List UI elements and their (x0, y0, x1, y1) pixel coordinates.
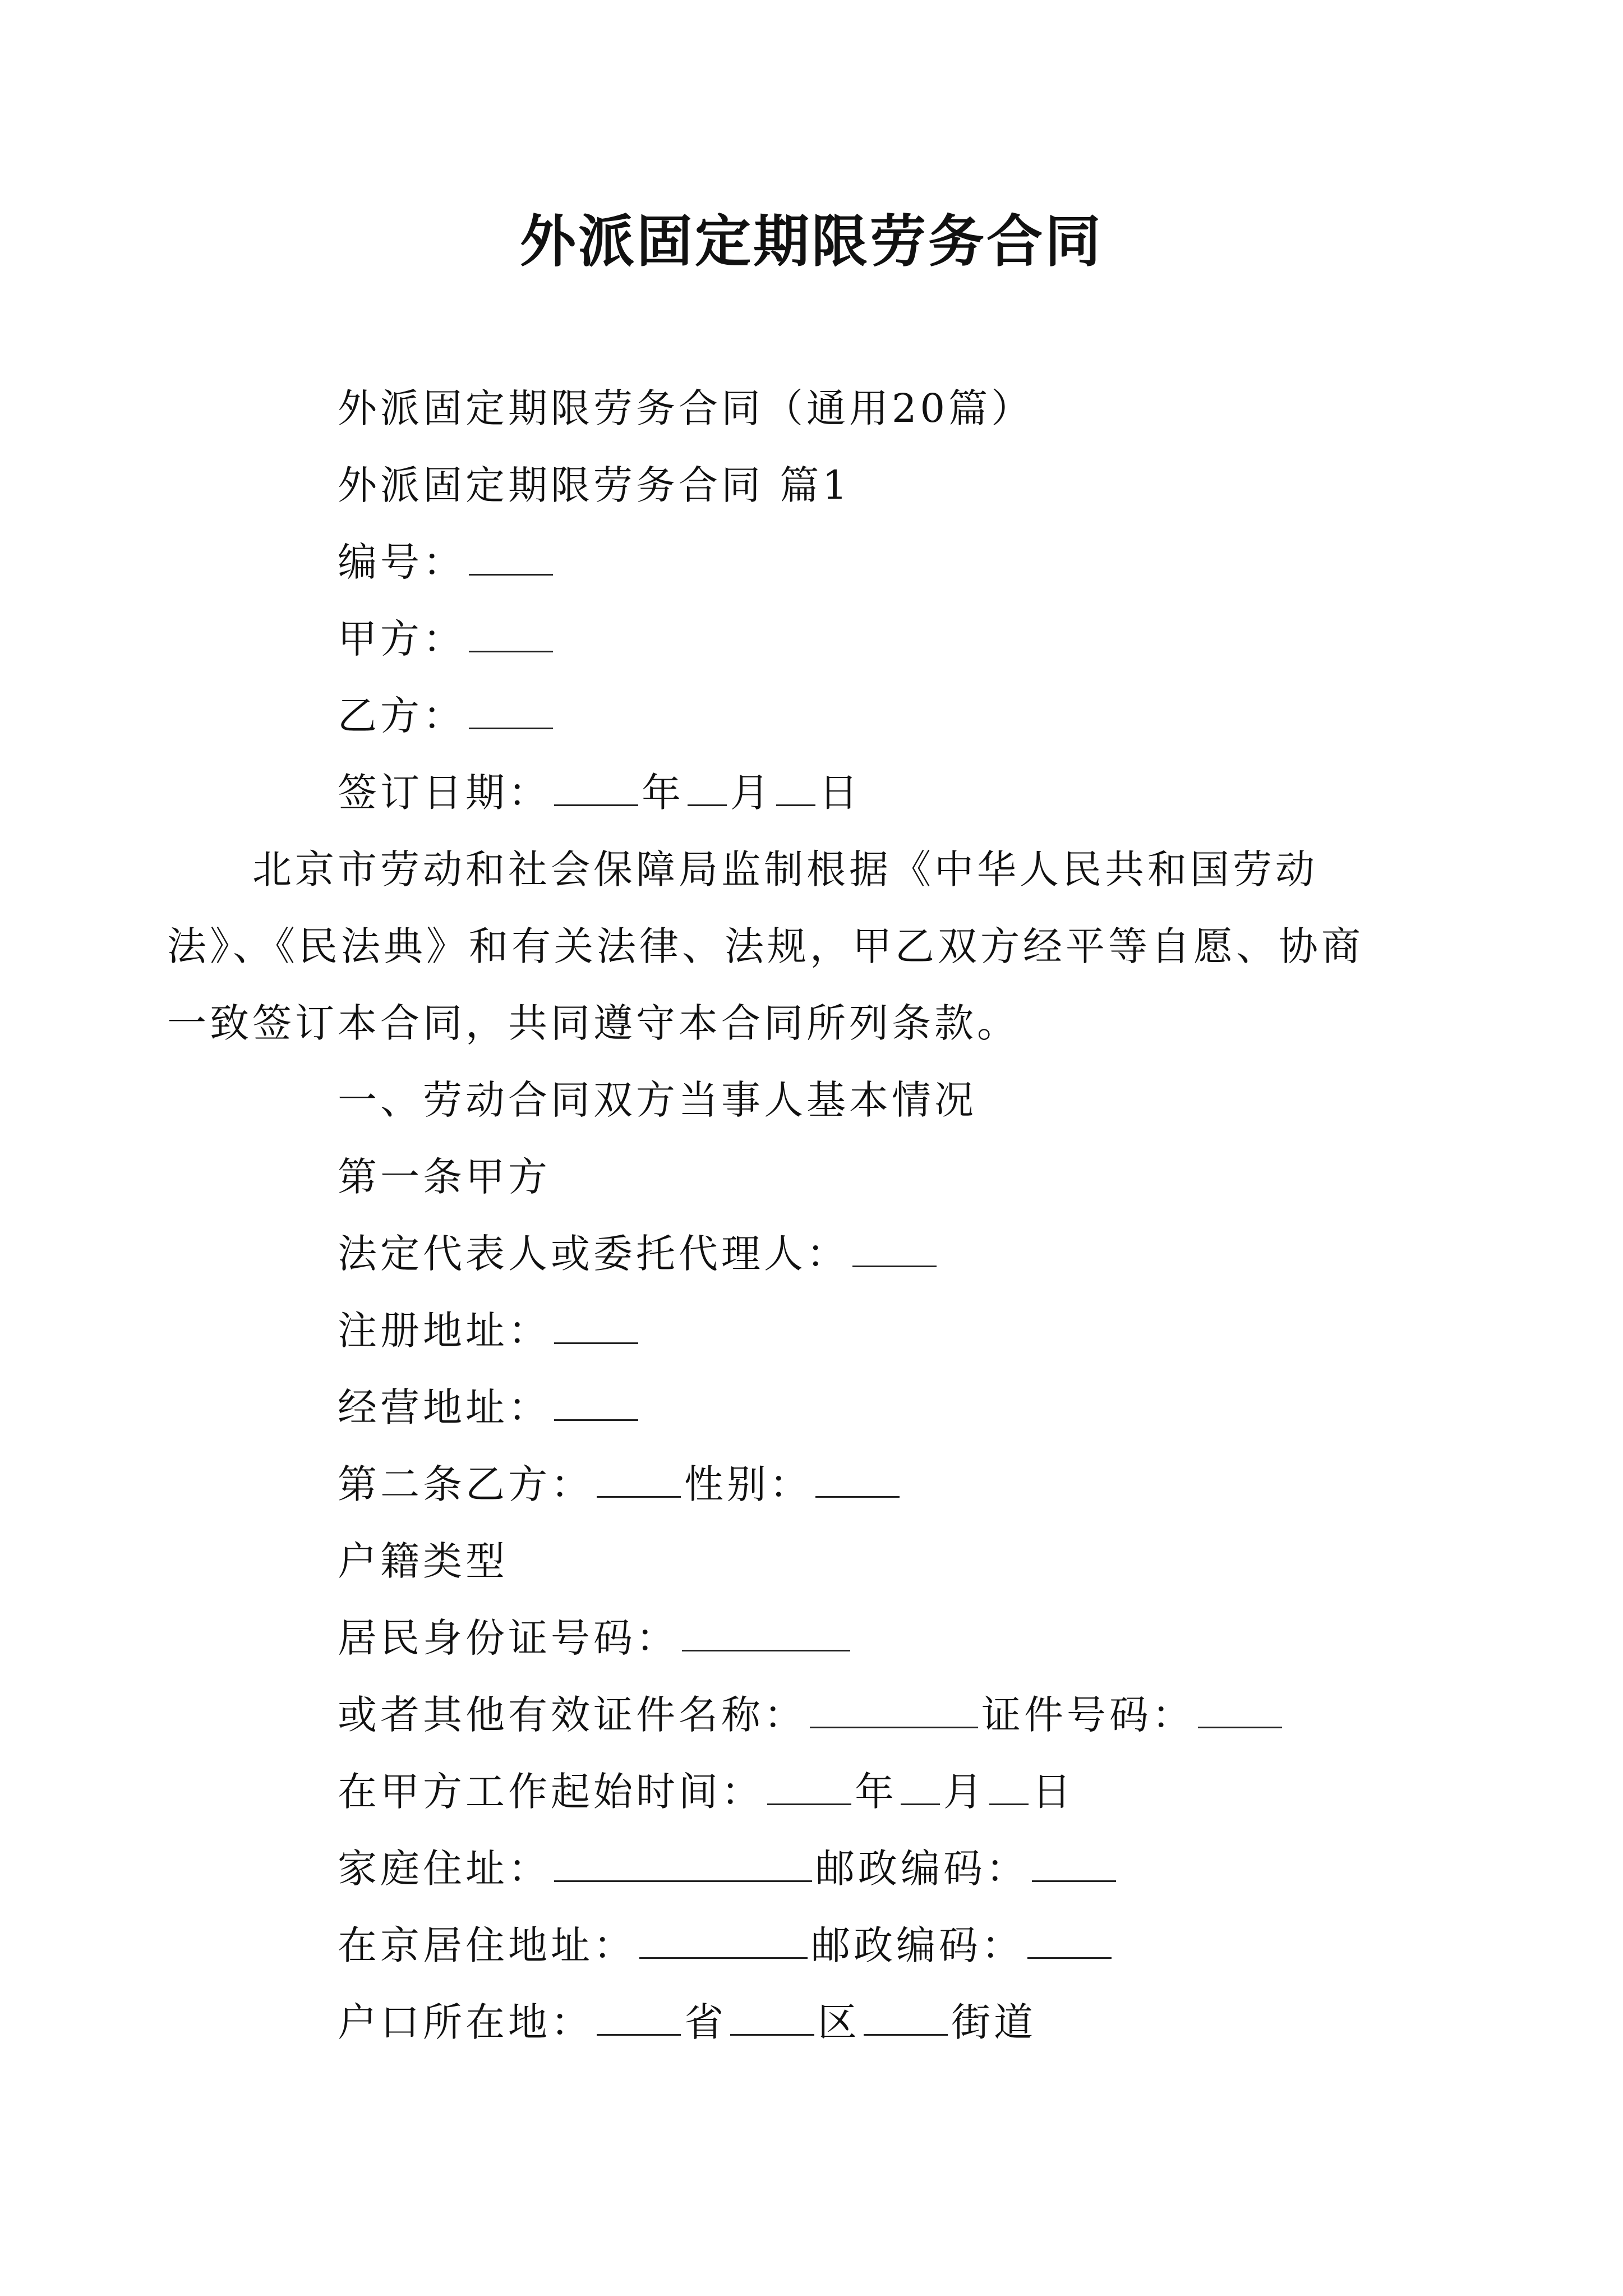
party-b-name-blank (597, 1464, 681, 1498)
sign-date-label: 签订日期： (338, 770, 551, 816)
street-label: 街道 (951, 1999, 1036, 2045)
section-one-heading: 一、劳动合同双方当事人基本情况 (338, 1077, 977, 1123)
start-year-label: 年 (855, 1769, 897, 1815)
start-month-label: 月 (943, 1769, 986, 1815)
beijing-address-label: 在京居住地址： (338, 1922, 636, 1968)
beijing-address-field (252, 1907, 1396, 1984)
start-time-label: 在甲方工作起始时间： (338, 1769, 764, 1815)
business-address-blank (554, 1387, 638, 1421)
sign-day-blank (776, 772, 815, 806)
party-b-blank (469, 695, 553, 729)
home-address-label: 家庭住址： (338, 1846, 551, 1892)
party-b-field (252, 678, 1396, 754)
party-a-blank (469, 618, 553, 652)
article-two-label: 第二条乙方： (338, 1461, 593, 1507)
article-one-heading: 第一条甲方 (338, 1154, 551, 1200)
party-a-label: 甲方： (338, 616, 465, 662)
sign-year-blank (554, 772, 638, 806)
sign-month-blank (688, 772, 727, 806)
other-id-blank (810, 1694, 978, 1728)
part-heading: 外派固定期限劳务合同 篇1 (338, 462, 851, 508)
sign-date-field (252, 754, 1396, 831)
document-body (167, 370, 1396, 2061)
beijing-postcode-blank (1027, 1925, 1112, 1959)
article-two-field (252, 1446, 1396, 1523)
start-day-blank (989, 1771, 1029, 1805)
month-label: 月 (730, 770, 773, 816)
hukou-label: 户口所在地： (338, 1999, 593, 2045)
street-blank (864, 2001, 948, 2036)
day-label: 日 (819, 770, 861, 816)
gender-label: 性别： (684, 1461, 812, 1507)
start-month-blank (901, 1771, 940, 1805)
cert-number-blank (1198, 1694, 1282, 1728)
number-label: 编号： (338, 539, 465, 585)
other-id-field (252, 1677, 1396, 1754)
registered-address-blank (554, 1310, 638, 1344)
home-address-blank (554, 1848, 812, 1882)
registered-address-label: 注册地址： (338, 1308, 551, 1354)
hukou-field (252, 1984, 1396, 2061)
start-year-blank (767, 1771, 851, 1805)
district-label: 区 (818, 1999, 860, 2045)
legal-rep-label: 法定代表人或委托代理人： (338, 1231, 849, 1277)
document-title: 外派固定期限劳务合同 (520, 208, 1103, 274)
beijing-address-blank (639, 1925, 808, 1959)
id-number-blank (682, 1617, 850, 1651)
registered-address-field (252, 1292, 1396, 1369)
party-b-label: 乙方： (338, 693, 465, 739)
intro-paragraph: 北京市劳动和社会保障局监制根据《中华人民共和国劳动法》、《民法典》和有关法律、法规，甲乙双方经平等自愿、协商一致签订本合同，共同遵守本合同所列条款。 (167, 846, 1364, 1046)
legal-rep-blank (852, 1233, 937, 1267)
province-label: 省 (684, 1999, 727, 2045)
subtitle-line: 外派固定期限劳务合同（通用20篇） (338, 385, 1034, 431)
year-label: 年 (642, 770, 684, 816)
home-address-field (252, 1830, 1396, 1907)
business-address-field (252, 1369, 1396, 1446)
number-field (252, 524, 1396, 601)
province-blank (597, 2001, 681, 2036)
legal-rep-field (252, 1216, 1396, 1292)
other-id-label: 或者其他有效证件名称： (338, 1692, 806, 1738)
id-number-field (252, 1600, 1396, 1677)
start-time-field (252, 1754, 1396, 1830)
district-blank (730, 2001, 814, 2036)
cert-number-label: 证件号码： (981, 1692, 1195, 1738)
gender-blank (815, 1464, 900, 1498)
number-blank (469, 541, 553, 576)
beijing-postcode-label: 邮政编码： (811, 1922, 1024, 1968)
start-day-label: 日 (1032, 1769, 1075, 1815)
party-a-field (252, 601, 1396, 678)
home-postcode-label: 邮政编码： (815, 1846, 1029, 1892)
business-address-label: 经营地址： (338, 1384, 551, 1430)
household-type-line: 户籍类型 (338, 1538, 508, 1584)
home-postcode-blank (1032, 1848, 1116, 1882)
id-number-label: 居民身份证号码： (338, 1615, 679, 1661)
